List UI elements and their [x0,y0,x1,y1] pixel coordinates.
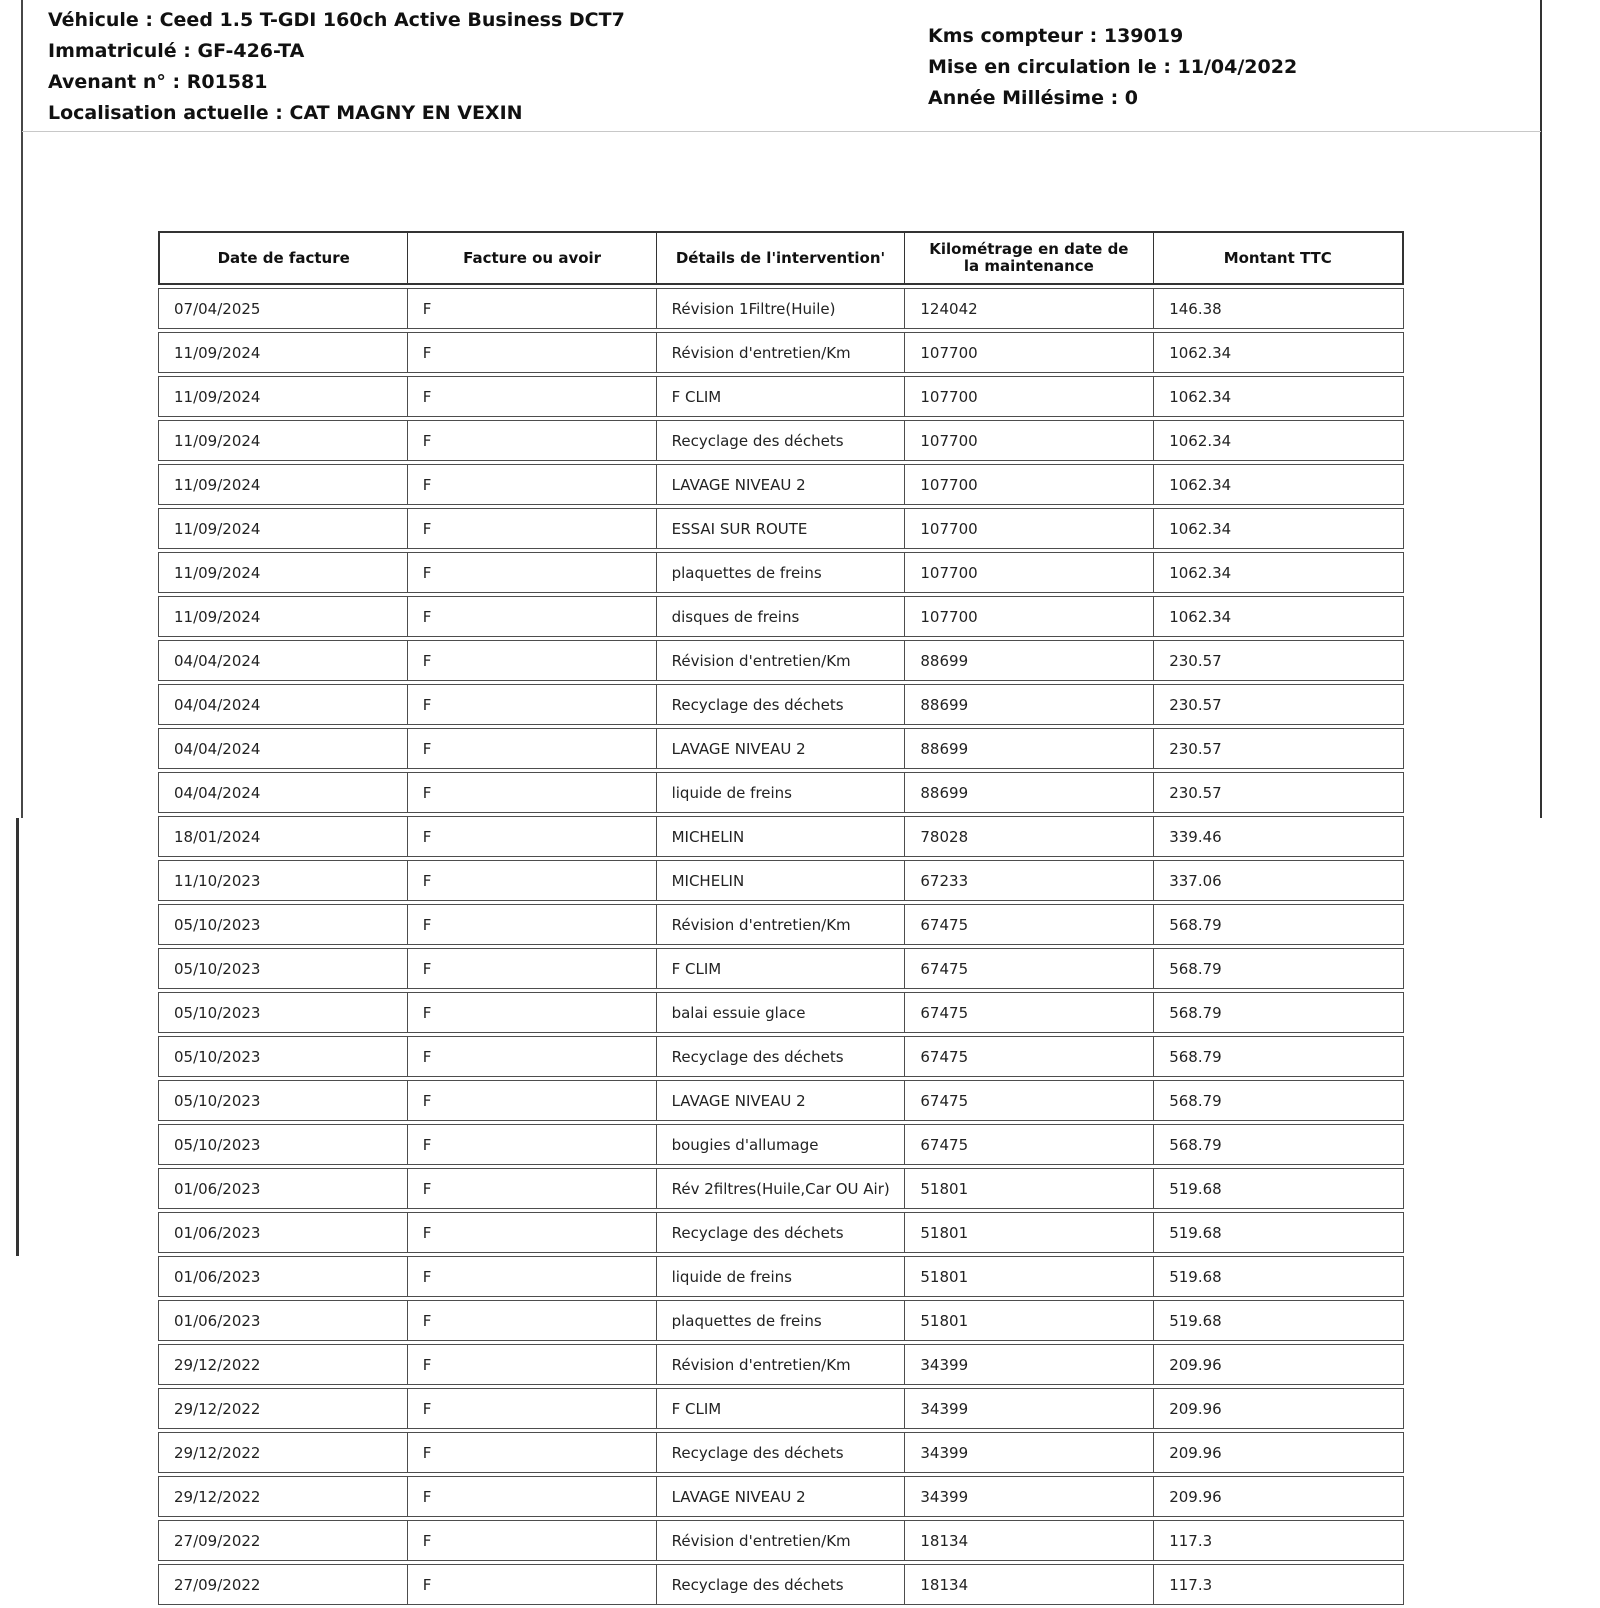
table-row [158,816,1404,857]
table-row [158,992,1404,1033]
cell-km: 18134 [905,1565,1154,1604]
cell-date: 01/06/2023 [159,1257,408,1296]
cell-km: 67233 [905,861,1154,900]
cell-km: 88699 [905,729,1154,768]
cell-date: 29/12/2022 [159,1345,408,1384]
cell-type: F [408,1037,657,1076]
cell-km: 107700 [905,377,1154,416]
cell-detail: LAVAGE NIVEAU 2 [657,1477,906,1516]
cell-detail: Révision d'entretien/Km [657,1521,906,1560]
cell-amount: 519.68 [1169,1223,1222,1242]
table-row [158,1520,1404,1561]
cell-detail: F CLIM [657,949,906,988]
cell-amount: 209.96 [1169,1443,1222,1462]
cell-type: F [408,1477,657,1516]
cell-detail: bougies d'allumage [657,1125,906,1164]
cell-amount: 1062.34 [1169,387,1232,406]
cell-detail: Recyclage des déchets [657,1213,906,1252]
cell-date: 05/10/2023 [159,949,408,988]
cell-type: F [408,509,657,548]
cell-date: 11/09/2024 [159,377,408,416]
table-row [158,1080,1404,1121]
cell-amount: 1062.34 [1169,607,1232,626]
cell-km: 67475 [905,1037,1154,1076]
cell-detail: F CLIM [657,1389,906,1428]
cell-amount: 337.06 [1169,871,1222,890]
cell-km: 67475 [905,949,1154,988]
cell-date: 29/12/2022 [159,1433,408,1472]
cell-date: 29/12/2022 [159,1389,408,1428]
cell-km: 51801 [905,1257,1154,1296]
cell-type: F [408,289,657,328]
cell-type: F [408,641,657,680]
table-row [158,596,1404,637]
cell-amount: 1062.34 [1169,475,1232,494]
cell-date: 29/12/2022 [159,1477,408,1516]
cell-type: F [408,1125,657,1164]
cell-detail: Recyclage des déchets [657,1037,906,1076]
cell-amount: 568.79 [1169,1047,1222,1066]
cell-km: 78028 [905,817,1154,856]
cell-type: F [408,993,657,1032]
cell-km: 107700 [905,509,1154,548]
cell-type: F [408,465,657,504]
cell-date: 27/09/2022 [159,1565,408,1604]
col-header-type: Facture ou avoir [408,233,656,283]
cell-amount: 568.79 [1169,915,1222,934]
cell-amount: 519.68 [1169,1179,1222,1198]
cell-km: 67475 [905,1081,1154,1120]
cell-date: 05/10/2023 [159,1125,408,1164]
cell-detail: Révision d'entretien/Km [657,641,906,680]
cell-amount: 1062.34 [1169,563,1232,582]
col-header-date: Date de facture [160,233,408,283]
cell-amount: 230.57 [1169,783,1222,802]
table-row [158,332,1404,373]
cell-date: 11/09/2024 [159,421,408,460]
cell-km: 88699 [905,641,1154,680]
cell-detail: Recyclage des déchets [657,685,906,724]
cell-type: F [408,817,657,856]
cell-amount: 339.46 [1169,827,1222,846]
cell-type: F [408,1169,657,1208]
cell-type: F [408,1345,657,1384]
col-header-km: Kilométrage en date de la maintenance [905,233,1153,283]
cell-detail: ESSAI SUR ROUTE [657,509,906,548]
page2-left-border [16,818,19,1256]
cell-km: 124042 [905,289,1154,328]
table-row [158,508,1404,549]
table-row [158,1564,1404,1605]
cell-date: 05/10/2023 [159,1037,408,1076]
cell-km: 51801 [905,1301,1154,1340]
annee-millesime-line: Année Millésime : 0 [928,87,1139,109]
table-row [158,1256,1404,1297]
cell-km: 107700 [905,421,1154,460]
cell-type: F [408,553,657,592]
cell-km: 107700 [905,333,1154,372]
cell-detail: F CLIM [657,377,906,416]
page1-right-border [1540,0,1542,818]
vehicle-info-block [48,5,625,129]
cell-km: 107700 [905,465,1154,504]
page1-left-border [21,0,23,818]
cell-date: 11/09/2024 [159,509,408,548]
table-row [158,772,1404,813]
cell-amount: 117.3 [1169,1531,1213,1550]
cell-km: 18134 [905,1521,1154,1560]
cell-date: 05/10/2023 [159,1081,408,1120]
table-row [158,1168,1404,1209]
cell-date: 01/06/2023 [159,1301,408,1340]
cell-detail: Recyclage des déchets [657,421,906,460]
table-row [158,1344,1404,1385]
cell-type: F [408,421,657,460]
cell-detail: MICHELIN [657,861,906,900]
cell-detail: plaquettes de freins [657,553,906,592]
table-body [158,288,1404,1605]
cell-type: F [408,905,657,944]
cell-type: F [408,1257,657,1296]
cell-detail: Révision d'entretien/Km [657,905,906,944]
cell-amount: 117.3 [1169,1575,1213,1594]
cell-amount: 568.79 [1169,1091,1222,1110]
cell-date: 11/09/2024 [159,333,408,372]
cell-amount: 519.68 [1169,1267,1222,1286]
cell-type: F [408,685,657,724]
table-row [158,948,1404,989]
cell-detail: MICHELIN [657,817,906,856]
cell-date: 07/04/2025 [159,289,408,328]
cell-amount: 1062.34 [1169,431,1232,450]
cell-date: 11/09/2024 [159,553,408,592]
table-row [158,1432,1404,1473]
table-row [158,860,1404,901]
cell-date: 11/09/2024 [159,597,408,636]
cell-detail: LAVAGE NIVEAU 2 [657,729,906,768]
cell-km: 34399 [905,1345,1154,1384]
cell-date: 01/06/2023 [159,1169,408,1208]
cell-amount: 1062.34 [1169,519,1232,538]
cell-detail: balai essuie glace [657,993,906,1032]
table-row [158,1476,1404,1517]
cell-detail: Rév 2filtres(Huile,Car OU Air) [657,1169,906,1208]
kms-compteur-line: Kms compteur : 139019 [928,25,1184,47]
table-row [158,640,1404,681]
cell-km: 51801 [905,1213,1154,1252]
table-row [158,1300,1404,1341]
cell-km: 107700 [905,553,1154,592]
table-row [158,1124,1404,1165]
maintenance-table [158,231,1404,1608]
table-row [158,1212,1404,1253]
table-row [158,684,1404,725]
cell-amount: 568.79 [1169,1135,1222,1154]
cell-km: 67475 [905,1125,1154,1164]
cell-date: 18/01/2024 [159,817,408,856]
cell-amount: 209.96 [1169,1487,1222,1506]
cell-amount: 209.96 [1169,1399,1222,1418]
vehicle-line: Véhicule : Ceed 1.5 T-GDI 160ch Active Business DCT7 [48,9,625,31]
cell-detail: Révision d'entretien/Km [657,1345,906,1384]
cell-amount: 519.68 [1169,1311,1222,1330]
table-row [158,420,1404,461]
cell-amount: 209.96 [1169,1355,1222,1374]
col-header-amount: Montant TTC [1223,248,1332,267]
cell-date: 04/04/2024 [159,641,408,680]
cell-detail: LAVAGE NIVEAU 2 [657,465,906,504]
cell-detail: liquide de freins [657,773,906,812]
cell-detail: plaquettes de freins [657,1301,906,1340]
cell-km: 88699 [905,685,1154,724]
cell-type: F [408,773,657,812]
cell-type: F [408,1213,657,1252]
col-header-detail: Détails de l'intervention' [657,233,905,283]
cell-type: F [408,1565,657,1604]
cell-type: F [408,597,657,636]
cell-date: 04/04/2024 [159,729,408,768]
table-row [158,728,1404,769]
cell-date: 27/09/2022 [159,1521,408,1560]
cell-type: F [408,949,657,988]
cell-km: 67475 [905,905,1154,944]
cell-km: 34399 [905,1477,1154,1516]
cell-km: 88699 [905,773,1154,812]
cell-type: F [408,729,657,768]
avenant-line: Avenant n° : R01581 [48,71,268,93]
cell-date: 05/10/2023 [159,993,408,1032]
cell-detail: Révision d'entretien/Km [657,333,906,372]
cell-amount: 568.79 [1169,959,1222,978]
cell-amount: 146.38 [1169,299,1222,318]
mise-en-circulation-line: Mise en circulation le : 11/04/2022 [928,56,1298,78]
immatricule-line: Immatriculé : GF-426-TA [48,40,305,62]
cell-amount: 1062.34 [1169,343,1232,362]
cell-type: F [408,1521,657,1560]
cell-km: 34399 [905,1389,1154,1428]
table-header-row [158,231,1404,285]
table-row [158,464,1404,505]
cell-detail: disques de freins [657,597,906,636]
cell-date: 11/09/2024 [159,465,408,504]
cell-km: 67475 [905,993,1154,1032]
cell-type: F [408,861,657,900]
table-row [158,288,1404,329]
cell-date: 05/10/2023 [159,905,408,944]
cell-type: F [408,377,657,416]
meter-info-block [928,21,1297,114]
header-separator-line [22,131,1541,132]
cell-detail: Recyclage des déchets [657,1433,906,1472]
cell-amount: 568.79 [1169,1003,1222,1022]
cell-type: F [408,1081,657,1120]
cell-date: 01/06/2023 [159,1213,408,1252]
cell-amount: 230.57 [1169,695,1222,714]
cell-detail: Révision 1Filtre(Huile) [657,289,906,328]
table-row [158,552,1404,593]
cell-type: F [408,333,657,372]
cell-km: 107700 [905,597,1154,636]
cell-amount: 230.57 [1169,739,1222,758]
cell-amount: 230.57 [1169,651,1222,670]
cell-type: F [408,1433,657,1472]
cell-type: F [408,1389,657,1428]
cell-km: 34399 [905,1433,1154,1472]
table-row [158,904,1404,945]
cell-detail: Recyclage des déchets [657,1565,906,1604]
table-row [158,1036,1404,1077]
table-row [158,1388,1404,1429]
localisation-line: Localisation actuelle : CAT MAGNY EN VEXIN [48,102,523,124]
table-row [158,376,1404,417]
cell-date: 11/10/2023 [159,861,408,900]
cell-date: 04/04/2024 [159,685,408,724]
cell-km: 51801 [905,1169,1154,1208]
cell-detail: LAVAGE NIVEAU 2 [657,1081,906,1120]
cell-detail: liquide de freins [657,1257,906,1296]
cell-date: 04/04/2024 [159,773,408,812]
cell-type: F [408,1301,657,1340]
